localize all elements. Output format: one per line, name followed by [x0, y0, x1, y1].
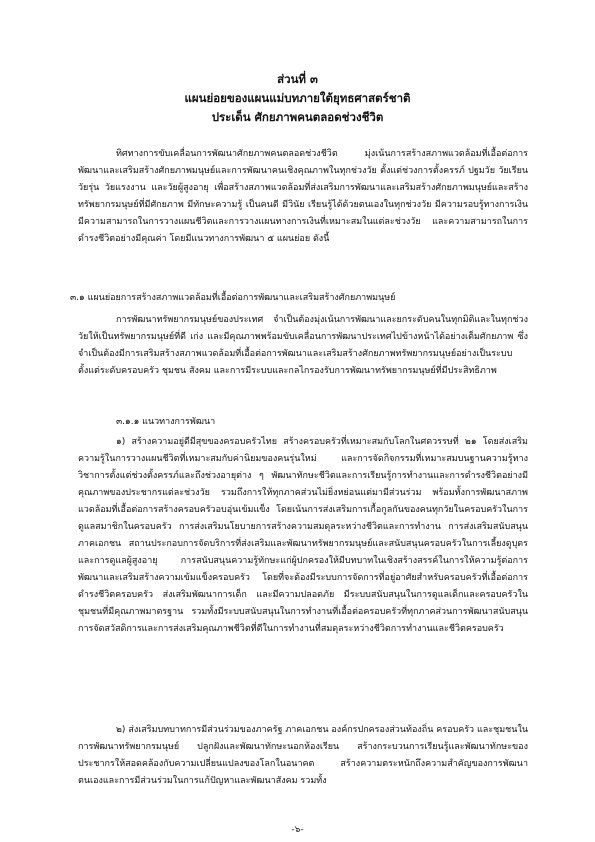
- item2-block: [78, 722, 528, 790]
- guideline-item-1: ๑) สร้างความอยู่ดีมีสุขของครอบครัวไทย สร้างครอบครัวที่เหมาะสมกับโลกในศตวรรษที่ ๒๑ โดยส่งเสริมความรู้ในการวางแผนชีวิตที่เหมาะสมกับค่านิยมของคนรุ่นใหม่ และการจัดกิจกรรมที่เหมาะสมบนฐานความรู้ทางวิชาการตั้งแต่ช่วงตั้งครรภ์และถึงช่วงอายุต่าง ๆ พัฒนาทักษะชีวิตและการเรียนรู้การทำงานและการดำรงชีวิตอย่างมีคุณภาพของประชากรแต่ละช่วงวัย รวมถึงการให้ทุกภาคส่วนไม่ยิ่งหย่อนแต่มามีส่วนร่วม พร้อมทั้งการพัฒนาสภาพแวดล้อมที่เอื้อต่อการสร้างครอบครัวอบอุ่นเข้มแข็ง โดยเน้นการส่งเสริมการเกื้อกูลกันของคนทุกวัยในครอบครัวในการดูแลสมาชิกในครอบครัว การส่งเสริมนโยบายการสร้างความสมดุลระหว่างชีวิตและการทำงาน การส่งเสริมสนับสนุนภาคเอกชน สถานประกอบการจัดบริการที่ส่งเสริมและพัฒนาทรัพยากรมนุษย์และสนับสนุนครอบครัวในการเลี้ยงดูบุตรและการดูแลผู้สูงอายุ การสนับสนุนความรู้ทักษะแก่ผู้ปกครองให้มีบทบาทในเชิงสร้างสรรค์ในการให้ความรู้ต่อการพัฒนาและเสริมสร้างความเข้มแข็งครอบครัว โดยที่จะต้องมีระบบการจัดการที่อยู่อาศัยสำหรับครอบครัวที่เอื้อต่อการดำรงชีวิตครอบครัว ส่งเสริมพัฒนาการเด็ก และมีความปลอดภัย มีระบบสนับสนุนในการดูแลเด็กและครอบครัวในชุมชนที่มีคุณภาพมาตรฐาน รวมทั้งมีระบบสนับสนุนในการทำงานที่เอื้อต่อครอบครัวที่ทุกภาคส่วนการพัฒนาสนับสนุนการจัดสวัสดิการและการส่งเสริมคุณภาพชีวิตที่ดีในการทำงานที่สมดุลระหว่างชีวิตการทำงานและชีวิตครอบครัว: [78, 437, 528, 634]
- subheading-block: [78, 414, 528, 431]
- intro-paragraph: ทิศทางการขับเคลื่อนการพัฒนาศักยภาพคนตลอดช่วงชีวิต มุ่งเน้นการสร้างสภาพแวดล้อมที่เอื้อต่อการพัฒนาและเสริมสร้างศักยภาพมนุษย์และการพัฒนาคนเชิงคุณภาพในทุกช่วงวัย ตั้งแต่ช่วงการตั้งครรภ์ ปฐมวัย วัยเรียน วัยรุ่น วัยแรงงาน และวัยผู้สูงอายุ เพื่อสร้างสภาพแวดล้อมที่ส่งเสริมการพัฒนาและเสริมสร้างศักยภาพมนุษย์และสร้างทรัพยากรมนุษย์ที่มีศักยภาพ มีทักษะความรู้ เป็นคนดี มีวินัย เรียนรู้ได้ด้วยตนเองในทุกช่วงวัย มีความรอบรู้ทางการเงิน มีความสามารถในการวางแผนชีวิตและการวางแผนทางการเงินที่เหมาะสมในแต่ละช่วงวัย และความสามารถในการดำรงชีวิตอย่างมีคุณค่า โดยมีแนวทางการพัฒนา ๕ แผนย่อย ดังนี้: [78, 149, 528, 244]
- title-block: [0, 70, 595, 127]
- issue-title: ประเด็น ศักยภาพคนตลอดช่วงชีวิต: [211, 110, 384, 124]
- part-title: ส่วนที่ ๓: [277, 72, 318, 86]
- section-paragraph: การพัฒนาทรัพยากรมนุษย์ของประเทศ จำเป็นต้องมุ่งเน้นการพัฒนาและยกระดับคนในทุกมิติและในทุกช่วงวัยให้เป็นทรัพยากรมนุษย์ที่ดี เก่ง และมีคุณภาพพร้อมขับเคลื่อนการพัฒนาประเทศไปข้างหน้าได้อย่างเต็มศักยภาพ ซึ่งจำเป็นต้องมีการเสริมสร้างสภาพแวดล้อมที่เอื้อต่อการพัฒนาและเสริมสร้างศักยภาพทรัพยากรมนุษย์อย่างเป็นระบบตั้งแต่ระดับครอบครัว ชุมชน สังคม และการมีระบบและกลไกรองรับการพัฒนาทรัพยากรมนุษย์ที่มีประสิทธิภาพ: [78, 315, 528, 376]
- document-subtitle: แผนย่อยของแผนแม่บทภายใต้ยุทธศาสตร์ชาติ: [184, 91, 411, 105]
- page-number: -๖-: [291, 825, 304, 835]
- development-guidelines-heading: ๓.๑.๑ แนวทางการพัฒนา: [116, 417, 216, 427]
- section-paragraph-block: [78, 312, 528, 380]
- section-heading: ๓.๑ แผนย่อยการสร้างสภาพแวดล้อมที่เอื้อต่อการพัฒนาและเสริมสร้างศักยภาพมนุษย์: [70, 293, 396, 303]
- item1-block: [78, 434, 528, 638]
- intro-block: [78, 146, 528, 248]
- guideline-item-2: ๒) ส่งเสริมบทบาทการมีส่วนร่วมของภาครัฐ ภาคเอกชน องค์กรปกครองส่วนท้องถิ่น ครอบครัว และชุมชนในการพัฒนาทรัพยากรมนุษย์ ปลูกฝังและพัฒนาทักษะนอกห้องเรียน สร้างกระบวนการเรียนรู้และพัฒนาทักษะของประชากรให้สอดคล้องกับความเปลี่ยนแปลงของโลกในอนาคต สร้างความตระหนักถึงความสำคัญของการพัฒนาตนเองและการมีส่วนร่วมในการแก้ปัญหาและพัฒนาสังคม รวมทั้ง: [78, 725, 528, 786]
- section-heading-block: [70, 290, 528, 307]
